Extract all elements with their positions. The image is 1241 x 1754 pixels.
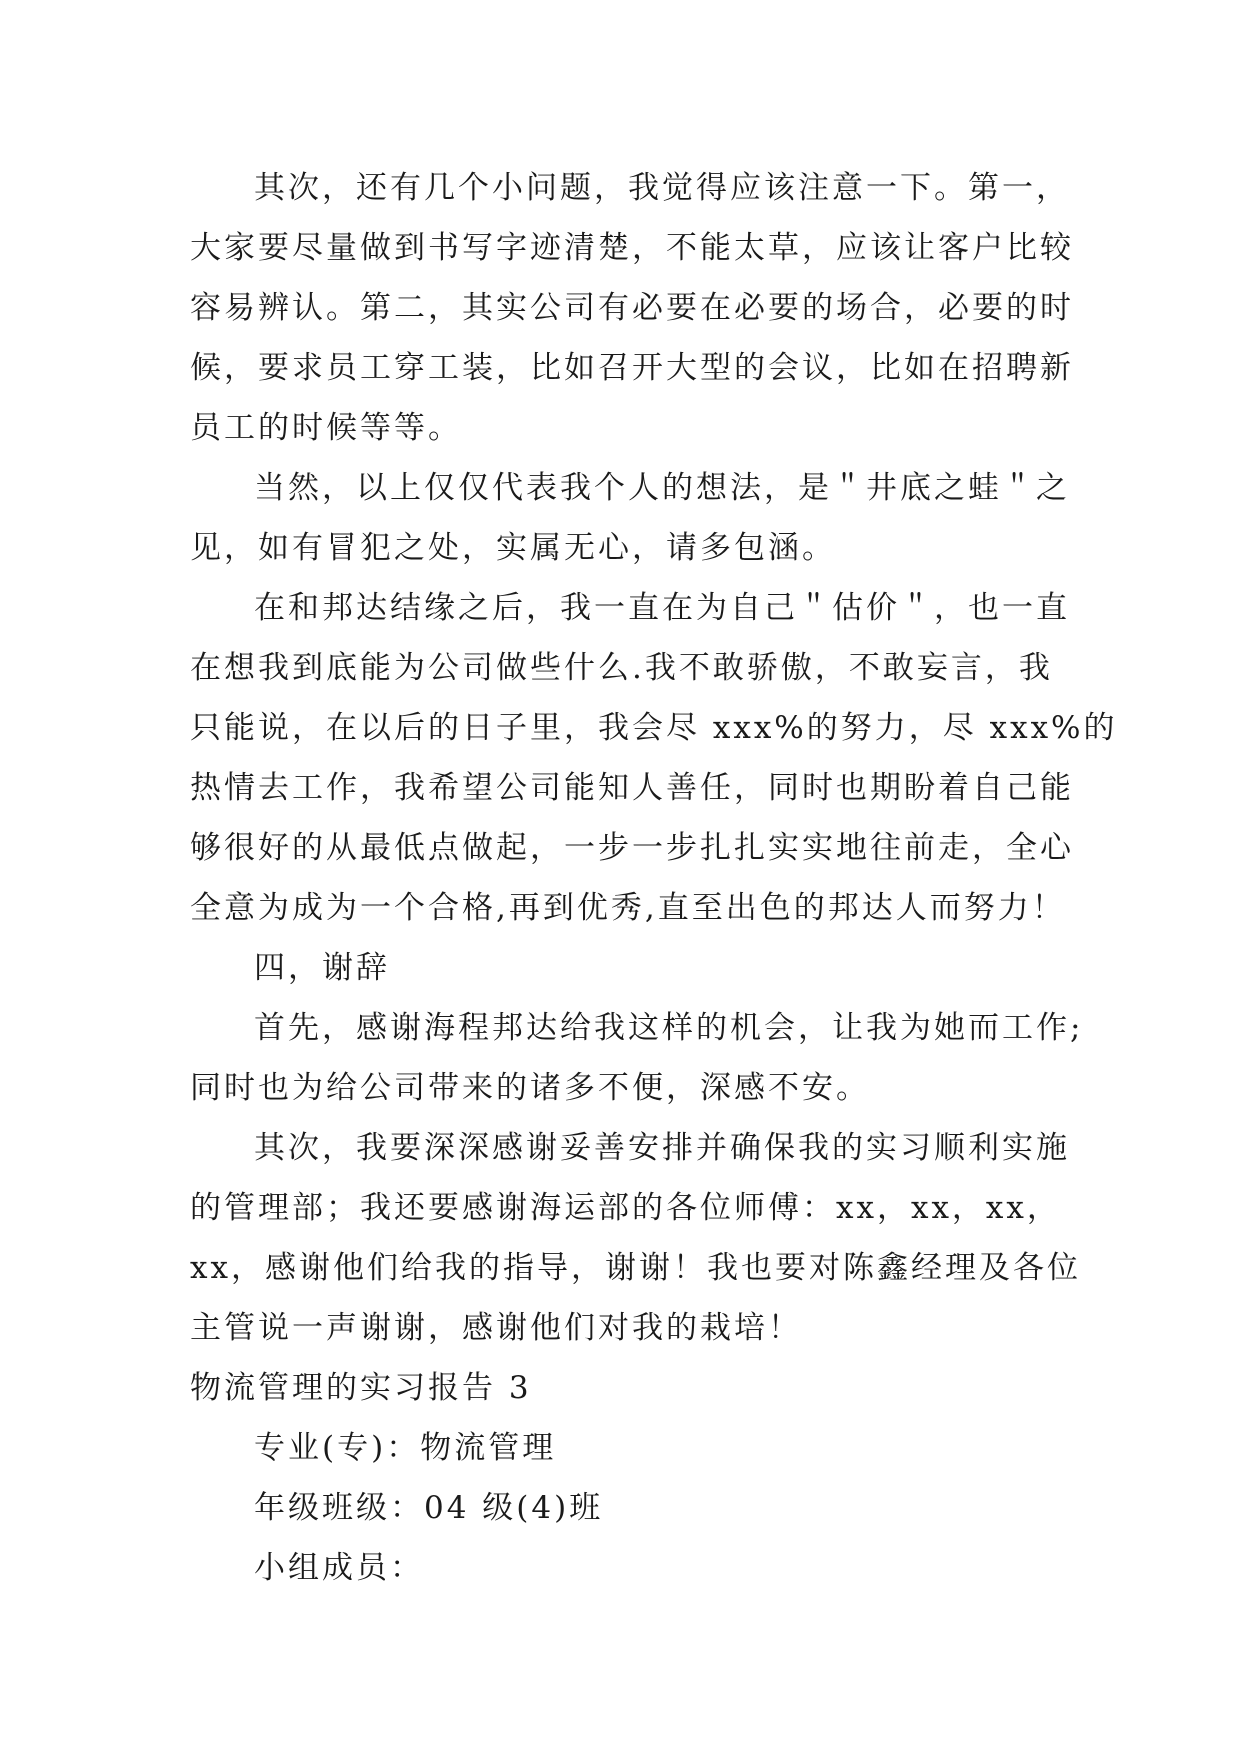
text-line: 大家要尽量做到书写字迹清楚，不能太草，应该让客户比较 — [190, 230, 1074, 266]
text-line: 容易辨认。第二，其实公司有必要在必要的场合，必要的时 — [190, 290, 1074, 326]
text-line: 候，要求员工穿工装，比如召开大型的会议，比如在招聘新 — [190, 350, 1074, 386]
paragraph-suggestions — [190, 158, 1074, 458]
section-heading-thanks — [190, 938, 1070, 998]
section-title: 物流管理的实习报告 3 — [190, 1370, 532, 1406]
text-line: 主管说一声谢谢，感谢他们对我的栽培！ — [190, 1310, 802, 1346]
text-line: 只能说，在以后的日子里，我会尽 xxx%的努力，尽 xxx%的 — [190, 710, 1118, 746]
text-line: 见，如有冒犯之处，实属无心，请多包涵。 — [190, 530, 836, 566]
text-line: 热情去工作，我希望公司能知人善任，同时也期盼着自己能 — [190, 770, 1074, 806]
text-line: 在想我到底能为公司做些什么.我不敢骄傲，不敢妄言，我 — [190, 650, 1053, 686]
text-line: 同时也为给公司带来的诸多不便，深感不安。 — [190, 1070, 870, 1106]
text-line: xx，感谢他们给我的指导，谢谢！我也要对陈鑫经理及各位 — [190, 1250, 1081, 1286]
paragraph-thanks-colleagues — [190, 1118, 1081, 1358]
text-line: 首先，感谢海程邦达给我这样的机会，让我为她而工作; — [254, 1010, 1084, 1046]
text-line: 在和邦达结缘之后，我一直在为自己＂估价＂，也一直 — [254, 590, 1070, 626]
paragraph-thanks-company — [190, 998, 1084, 1118]
text-line: 其次，我要深深感谢妥善安排并确保我的实习顺利实施 — [254, 1130, 1070, 1166]
text-line: 够很好的从最低点做起，一步一步扎扎实实地往前走，全心 — [190, 830, 1074, 866]
text-line: 全意为成为一个合格,再到优秀,直至出色的邦达人而努力！ — [190, 890, 1066, 926]
paragraph-disclaimer — [190, 458, 1070, 578]
group-members-field: 小组成员： — [254, 1550, 424, 1586]
text-line: 四，谢辞 — [254, 950, 390, 986]
paragraph-commitment — [190, 578, 1118, 938]
text-line: 员工的时候等等。 — [190, 410, 462, 446]
text-line: 当然，以上仅仅代表我个人的想法，是＂井底之蛙＂之 — [254, 470, 1070, 506]
document-body — [190, 158, 1118, 1598]
text-line: 其次，还有几个小问题，我觉得应该注意一下。第一， — [254, 170, 1070, 206]
text-line: 的管理部；我还要感谢海运部的各位师傅：xx，xx，xx， — [190, 1190, 1061, 1226]
grade-class-field: 年级班级：04 级(4)班 — [254, 1490, 604, 1526]
major-field: 专业(专)：物流管理 — [254, 1430, 557, 1466]
